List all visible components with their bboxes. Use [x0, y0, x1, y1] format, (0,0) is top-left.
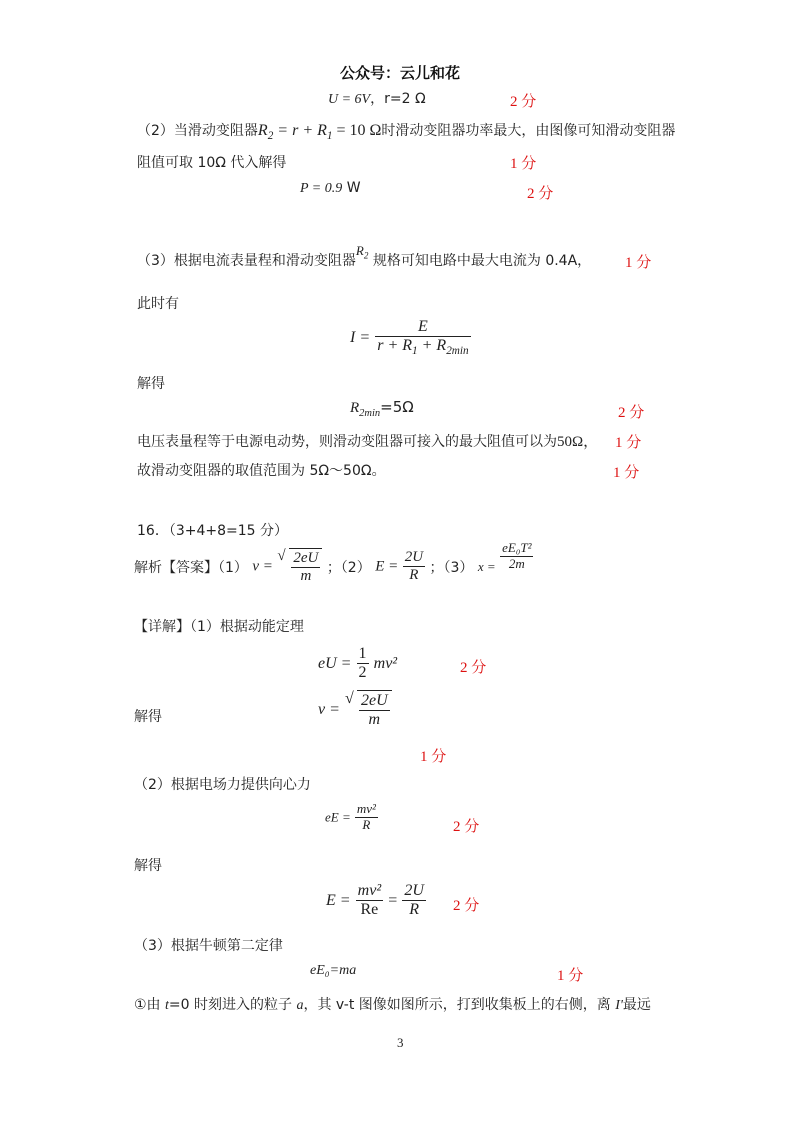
newton-equation: eE₀=ma: [310, 963, 357, 978]
text-ci-shi-you: 此时有: [137, 296, 179, 312]
p-equation: P = 0.9 W: [300, 180, 361, 196]
text-jiede: 解得: [134, 709, 162, 725]
detail-heading: 【详解】（1）根据动能定理: [134, 619, 304, 635]
range-line: 故滑动变阻器的取值范围为 5Ω～50Ω。: [137, 463, 386, 479]
centripetal-equation: eE = $\frac{\text{mv²}}{R}$: [325, 801, 376, 832]
text-jiede: 解得: [134, 858, 162, 874]
score-mark: 2 分: [460, 660, 487, 676]
u-value: U = 6V: [328, 92, 371, 107]
field-equation: E = $\frac{\text{mv²}}{Re}$ = $\frac{2U}{R}$: [326, 882, 424, 919]
score-mark: 2 分: [618, 405, 645, 421]
sub-question-2: （2）根据电场力提供向心力: [134, 777, 311, 793]
text-jiede: 解得: [137, 376, 165, 392]
score-mark: 2 分: [453, 819, 480, 835]
score-mark: 2 分: [510, 94, 537, 110]
part2-intro-a: （2）当滑动变阻器: [137, 123, 258, 139]
r2min-equation: $R_{2min}=5\Omega$: [350, 398, 414, 419]
answer-line-u-r: [328, 88, 426, 108]
score-mark: 2 分: [453, 898, 480, 914]
answer-line: 解析【答案】（1） v = √ $\frac{2eU}{m}$ ；（2） E = $\frac{2U}{R}$ ；（3） x = $\frac{\text{eE₀T²}}{2m}$: [134, 540, 532, 585]
voltmeter-line: 电压表量程等于电源电动势，则滑动变阻器可接入的最大阻值可以为50Ω，: [137, 434, 599, 450]
score-mark: 1 分: [420, 749, 447, 765]
part2-cond: $R_2 = r + R_1 = 10$ Ω: [257, 122, 382, 143]
part2-intro-b: 时滑动变阻器功率最大，由图像可知滑动变阻器: [381, 123, 676, 139]
current-equation: I = $\frac{E}{r + R_1 + R_{2min}}$: [350, 318, 469, 358]
last-line: ①由 t=0 时刻进入的粒子 a，其 v-t 图像如图所示，打到收集板上的右侧，离 I'最远: [134, 997, 651, 1013]
part2-line2: 阻值可取 10Ω 代入解得: [137, 155, 287, 171]
page-number: 3: [397, 1035, 404, 1050]
r-value: ，r=2 Ω: [370, 91, 426, 107]
score-mark: 1 分: [615, 435, 642, 451]
page-header-title: 公众号：云儿和花: [340, 64, 461, 82]
part3-intro: （3）根据电流表量程和滑动变阻器$R_2$ 规格可知电路中最大电流为 0.4A，: [137, 243, 592, 269]
score-mark: 2 分: [527, 186, 554, 202]
score-mark: 1 分: [557, 968, 584, 984]
velocity-equation: v = √ $\frac{2eU}{m}$: [318, 690, 392, 730]
part2-intro: [137, 120, 675, 142]
question-16-title: 16．（3+4+8=15 分）: [137, 523, 288, 539]
score-mark: 1 分: [510, 156, 537, 172]
score-mark: 1 分: [613, 465, 640, 481]
energy-equation: eU = $\frac{1}{2}$ mv²: [318, 645, 398, 682]
score-mark: 1 分: [625, 255, 652, 271]
sub-question-3: （3）根据牛顿第二定律: [134, 938, 283, 954]
